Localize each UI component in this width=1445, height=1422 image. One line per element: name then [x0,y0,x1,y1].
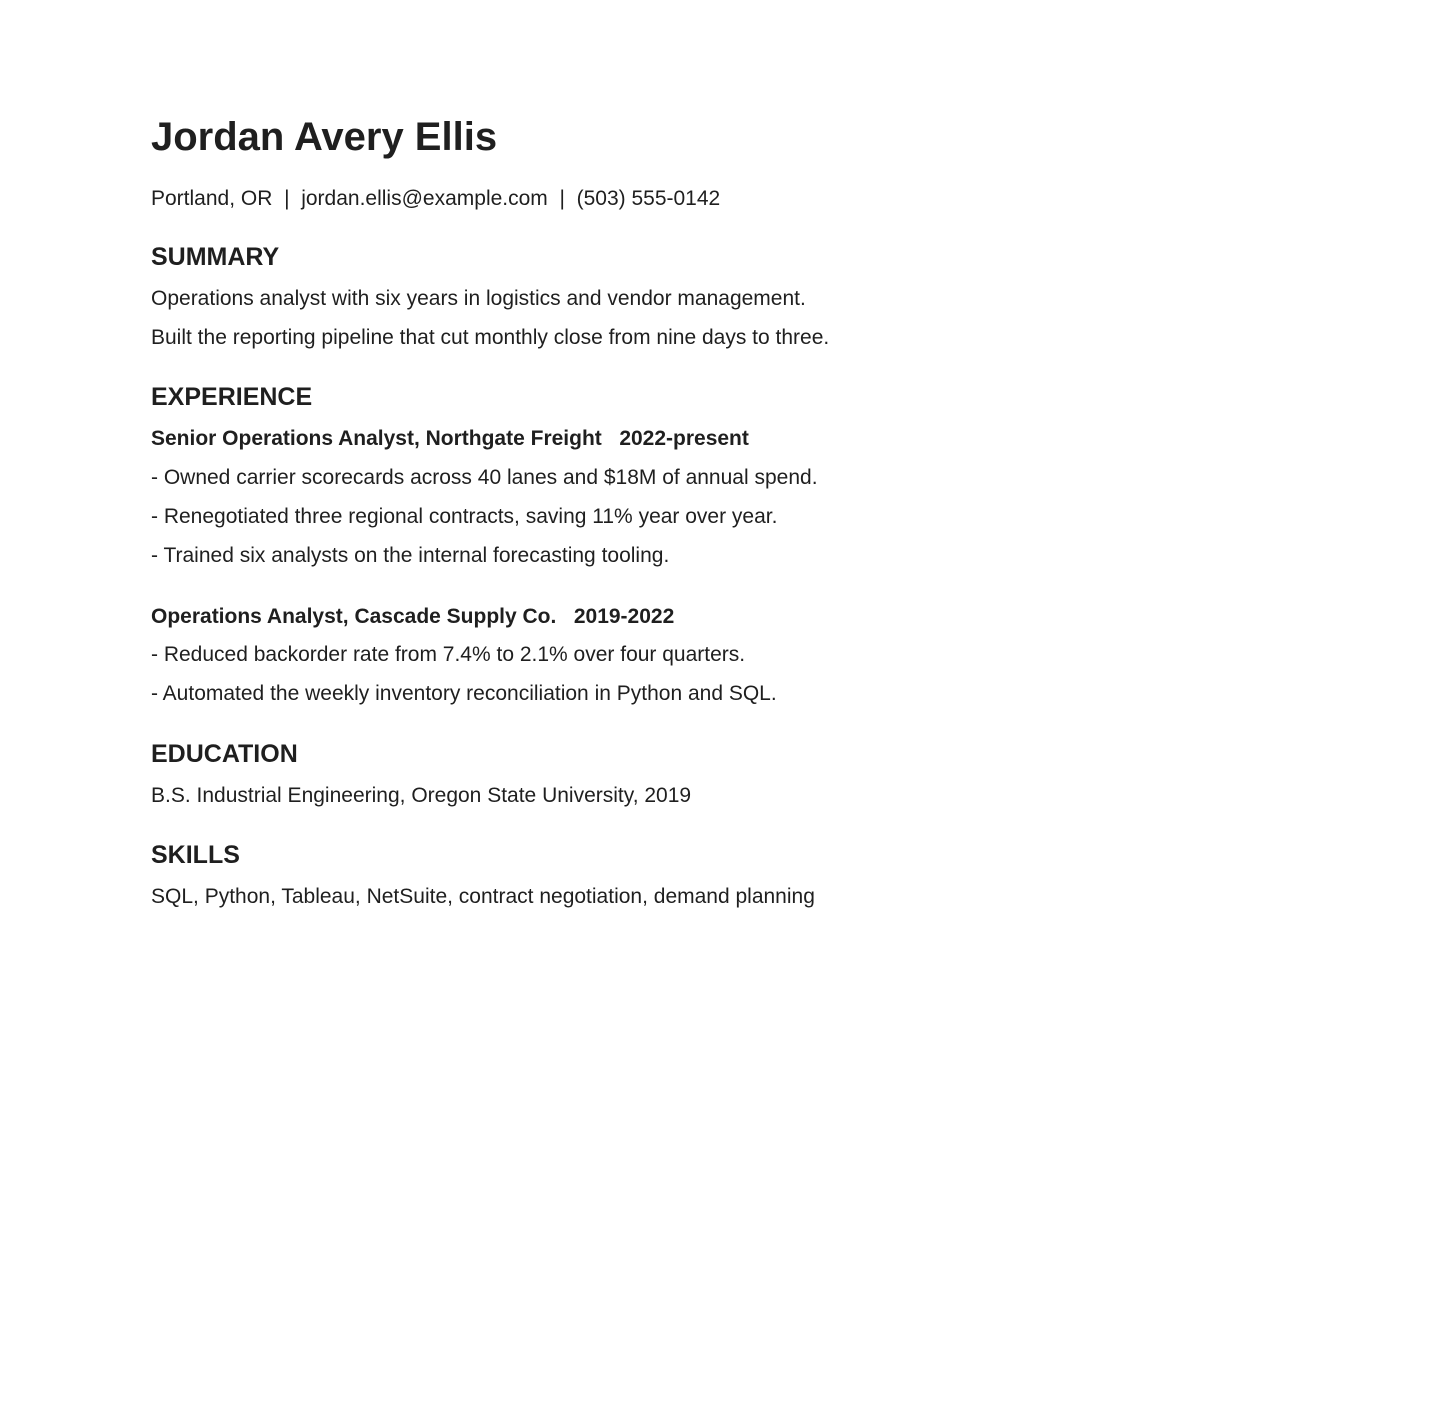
contact-email: jordan.ellis@example.com [301,187,548,210]
summary-line: Operations analyst with six years in logistics and vendor management. [151,287,806,310]
education-heading: EDUCATION [151,740,298,768]
contact-separator: | [284,187,290,210]
summary-heading: SUMMARY [151,243,280,271]
contact-phone: (503) 555-0142 [576,187,721,210]
job-title: Operations Analyst, Cascade Supply Co. [151,605,557,628]
job-title: Senior Operations Analyst, Northgate Freight [151,427,602,450]
education-text: B.S. Industrial Engineering, Oregon State University, 2019 [151,784,692,807]
contact-separator: | [559,187,565,210]
job-dates: 2022-present [619,427,749,450]
job-dates: 2019-2022 [573,605,675,628]
job-bullet: - Reduced backorder rate from 7.4% to 2.1% over four quarters. [151,643,746,666]
job-bullet: - Renegotiated three regional contracts, saving 11% year over year. [151,505,778,528]
job-bullet: - Automated the weekly inventory reconciliation in Python and SQL. [151,682,777,705]
skills-heading: SKILLS [151,841,240,869]
job-bullet: - Trained six analysts on the internal forecasting tooling. [151,544,670,567]
contact-location: Portland, OR [151,187,273,210]
summary-line: Built the reporting pipeline that cut monthly close from nine days to three. [151,326,830,349]
job-title-line [151,604,674,630]
candidate-name: Jordan Avery Ellis [151,115,498,159]
experience-heading: EXPERIENCE [151,383,313,411]
contact-line [151,186,720,212]
job-title-line [151,426,749,452]
job-bullet: - Owned carrier scorecards across 40 lanes and $18M of annual spend. [151,466,818,489]
skills-text: SQL, Python, Tableau, NetSuite, contract negotiation, demand planning [151,885,815,908]
